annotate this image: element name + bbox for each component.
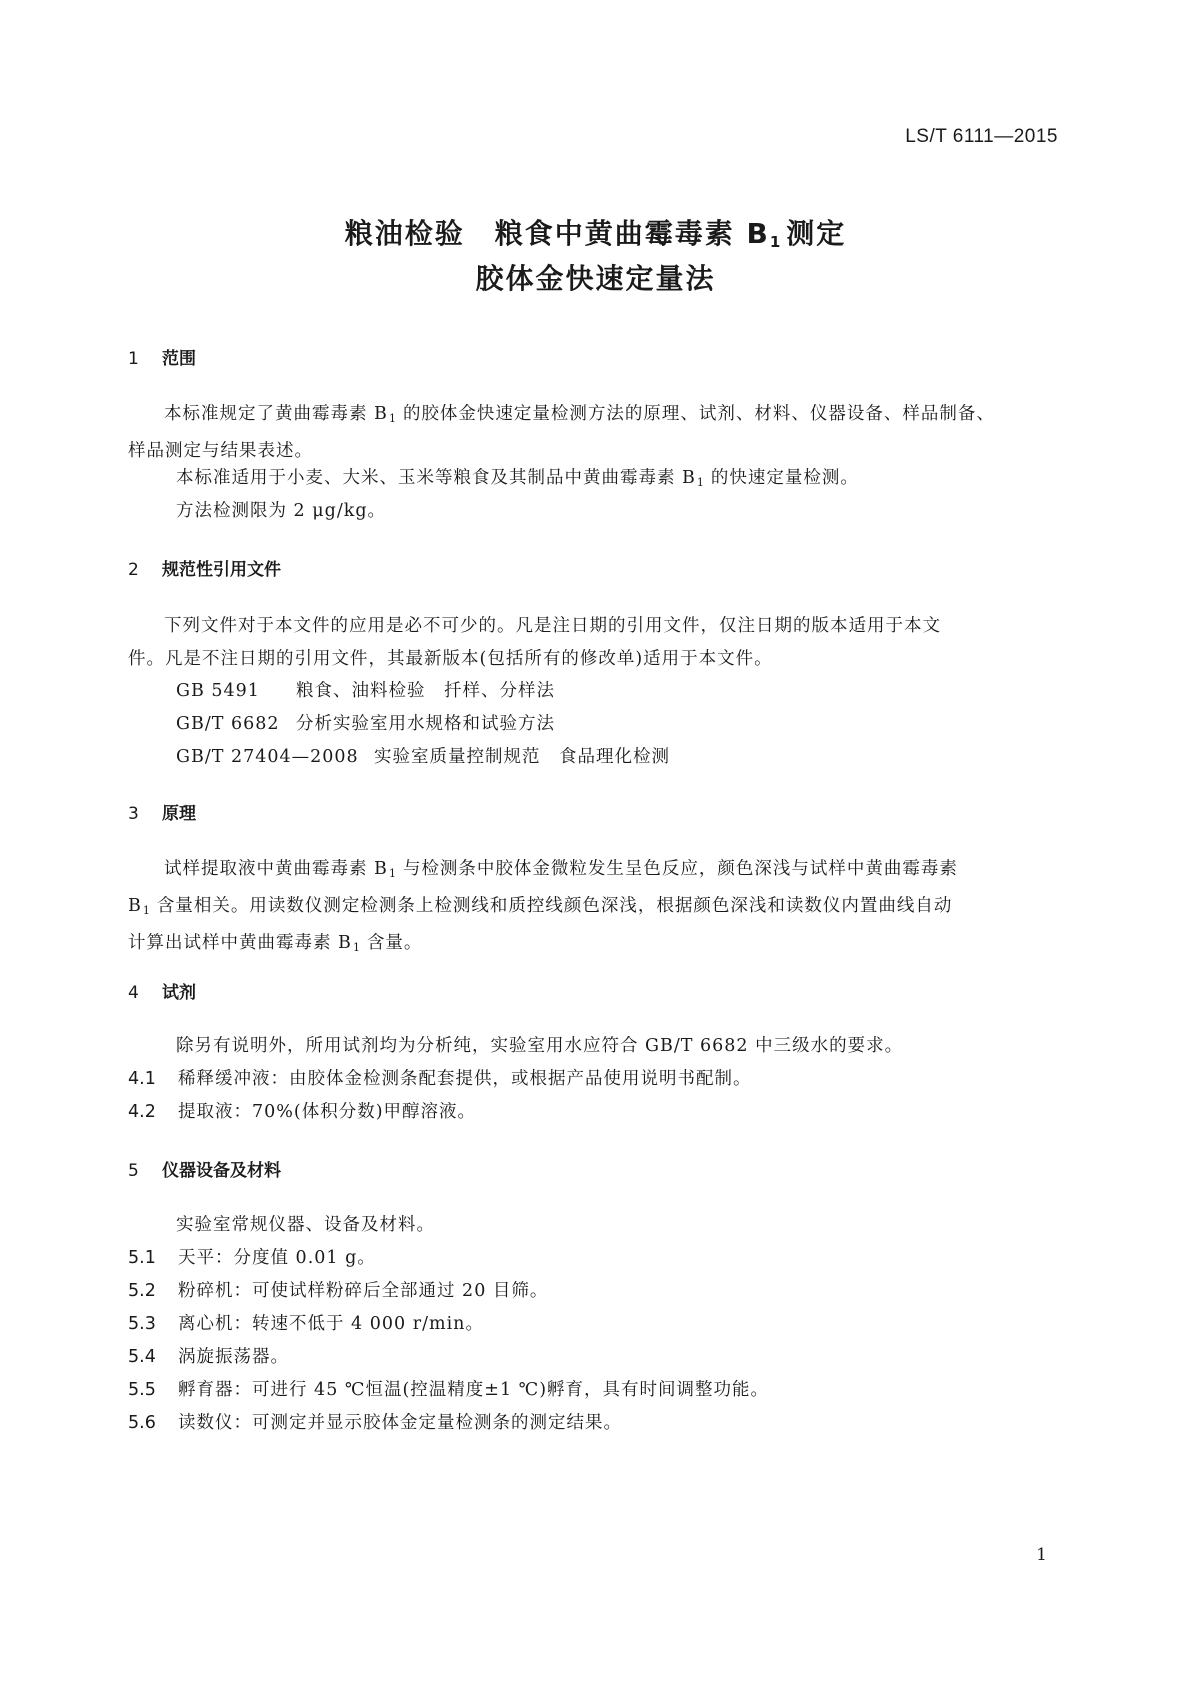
clause-number: 4.2 xyxy=(128,1102,156,1122)
clause-item xyxy=(128,1409,622,1434)
clause-number: 5.3 xyxy=(128,1314,156,1334)
clause-item xyxy=(128,1098,476,1123)
clause-number: 5.5 xyxy=(128,1380,156,1400)
text-run: 试样提取液中黄曲霉毒素 B xyxy=(164,859,388,879)
subscript: 1 xyxy=(352,941,361,954)
title-line1-post: 测定 xyxy=(786,217,847,250)
document-title-line1 xyxy=(0,212,1191,252)
section-4-heading xyxy=(128,978,196,1003)
clause-text: 离心机：转速不低于 4 000 r/min。 xyxy=(178,1314,484,1334)
section-1-heading xyxy=(128,344,196,369)
clause-text: 涡旋振荡器。 xyxy=(178,1347,289,1367)
reference-item xyxy=(176,677,555,702)
clause-text: 稀释缓冲液：由胶体金检测条配套提供，或根据产品使用说明书配制。 xyxy=(178,1069,752,1089)
reference-code: GB 5491 xyxy=(176,681,260,701)
section-3-paragraph xyxy=(128,853,958,964)
subscript: 1 xyxy=(388,412,397,425)
section-title: 仪器设备及材料 xyxy=(162,1161,281,1181)
clause-text: 粉碎机：可使试样粉碎后全部通过 20 目筛。 xyxy=(178,1281,549,1301)
clause-number: 5.1 xyxy=(128,1248,156,1268)
section-title: 原理 xyxy=(162,804,196,824)
section-2-paragraph-1 xyxy=(128,610,941,676)
section-title: 范围 xyxy=(162,349,196,369)
clause-item xyxy=(128,1065,752,1090)
section-number: 4 xyxy=(128,983,139,1003)
section-1-paragraph-2 xyxy=(176,464,859,489)
section-number: 5 xyxy=(128,1161,139,1181)
text-run: 下列文件对于本文件的应用是必不可少的。凡是注日期的引用文件，仅注日期的版本适用于本文 xyxy=(164,616,941,636)
reference-title: 粮食、油料检验 扦样、分样法 xyxy=(296,681,555,701)
text-run: 与检测条中胶体金微粒发生呈色反应，颜色深浅与试样中黄曲霉毒素 xyxy=(402,859,958,879)
reference-code: GB/T 27404—2008 xyxy=(176,747,359,767)
clause-number: 5.4 xyxy=(128,1347,156,1367)
section-number: 1 xyxy=(128,349,139,369)
reference-item xyxy=(176,743,670,768)
subscript: 1 xyxy=(388,867,397,880)
reference-code: GB/T 6682 xyxy=(176,714,280,734)
section-title: 试剂 xyxy=(162,983,196,1003)
clause-number: 4.1 xyxy=(128,1069,156,1089)
text-run: 件。凡是不注日期的引用文件，其最新版本(包括所有的修改单)适用于本文件。 xyxy=(128,649,773,669)
clause-item xyxy=(128,1376,769,1401)
clause-item xyxy=(128,1244,376,1269)
clause-number: 5.2 xyxy=(128,1281,156,1301)
title-line1-pre: 粮油检验 粮食中黄曲霉毒素 B xyxy=(344,217,770,250)
reference-item xyxy=(176,710,555,735)
subscript: 1 xyxy=(696,476,705,489)
section-5-heading xyxy=(128,1156,281,1181)
title-subscript: 1 xyxy=(769,233,781,251)
section-number: 2 xyxy=(128,560,139,580)
clause-item xyxy=(128,1310,484,1335)
section-3-heading xyxy=(128,799,196,824)
section-number: 3 xyxy=(128,804,139,824)
clause-text: 天平：分度值 0.01 g。 xyxy=(178,1248,376,1268)
clause-text: 读数仪：可测定并显示胶体金定量检测条的测定结果。 xyxy=(178,1413,622,1433)
text-run: 的快速定量检测。 xyxy=(710,468,859,488)
text-run: 本标准适用于小麦、大米、玉米等粮食及其制品中黄曲霉毒素 B xyxy=(176,468,696,488)
text-run: 样品测定与结果表述。 xyxy=(128,441,313,461)
clause-item xyxy=(128,1277,548,1302)
section-5-intro: 实验室常规仪器、设备及材料。 xyxy=(176,1215,435,1235)
text-run: 的胶体金快速定量检测方法的原理、试剂、材料、仪器设备、样品制备、 xyxy=(402,404,995,424)
clause-text: 提取液：70%(体积分数)甲醇溶液。 xyxy=(178,1102,477,1122)
section-4-intro: 除另有说明外，所用试剂均为分析纯，实验室用水应符合 GB/T 6682 中三级水的要求。 xyxy=(176,1036,904,1056)
text-run: 本标准规定了黄曲霉毒素 B xyxy=(164,404,388,424)
subscript: 1 xyxy=(142,904,151,917)
clause-item xyxy=(128,1343,289,1368)
text-run: 计算出试样中黄曲霉毒素 B xyxy=(128,933,352,953)
page-number: 1 xyxy=(1036,1545,1047,1565)
section-title: 规范性引用文件 xyxy=(162,560,281,580)
section-1-paragraph-3: 方法检测限为 2 μg/kg。 xyxy=(176,501,387,521)
text-run: B xyxy=(128,896,142,916)
clause-number: 5.6 xyxy=(128,1413,156,1433)
text-run: 含量。 xyxy=(366,933,423,953)
reference-title: 分析实验室用水规格和试验方法 xyxy=(296,714,555,734)
section-2-heading xyxy=(128,555,281,580)
reference-title: 实验室质量控制规范 食品理化检测 xyxy=(374,747,670,767)
section-1-paragraph-1 xyxy=(128,398,995,468)
standard-code: LS/T 6111—2015 xyxy=(905,126,1058,147)
text-run: 含量相关。用读数仪测定检测条上检测线和质控线颜色深浅，根据颜色深浅和读数仪内置曲线自动 xyxy=(156,896,953,916)
document-title-line2: 胶体金快速定量法 xyxy=(475,262,716,295)
clause-text: 孵育器：可进行 45 ℃恒温(控温精度±1 ℃)孵育，具有时间调整功能。 xyxy=(178,1380,770,1400)
